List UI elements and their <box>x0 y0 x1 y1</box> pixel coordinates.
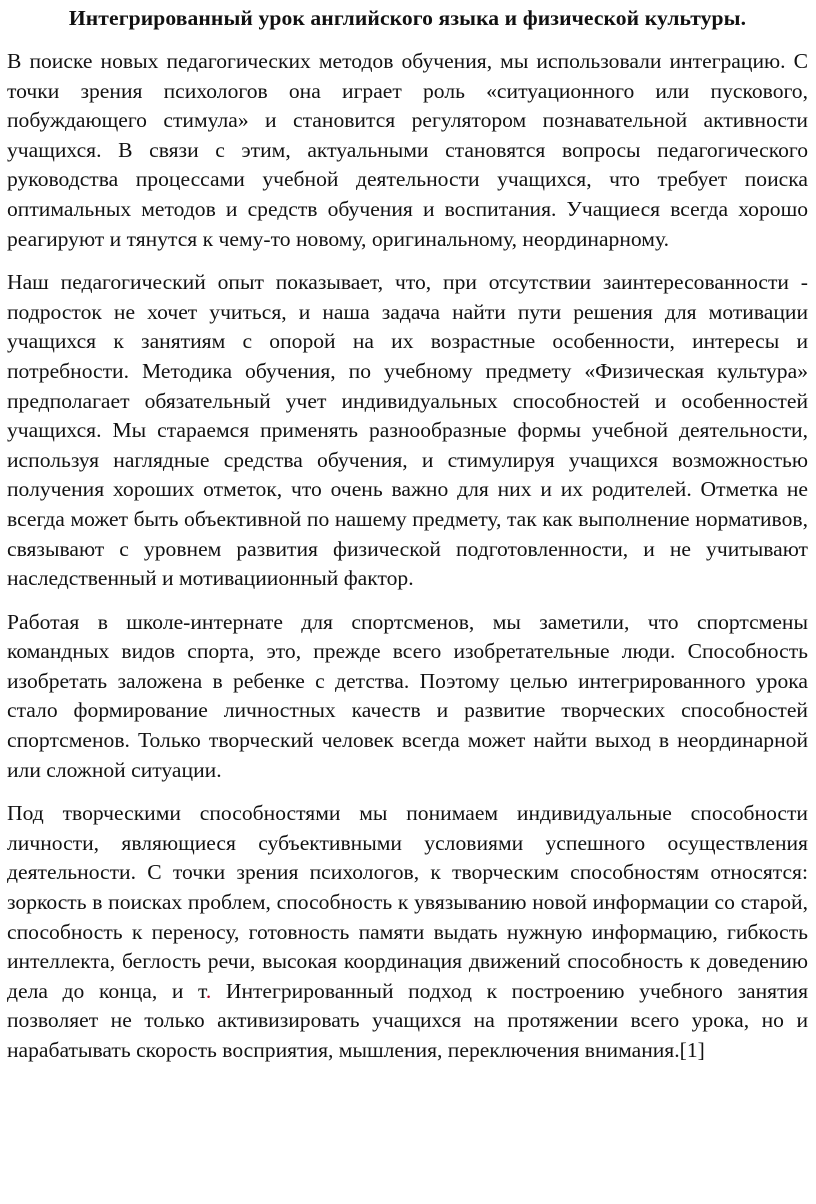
paragraph-4-text-end: Интегрированный подход к построению учебного занятия позволяет не только активизировать учащихся на протяжении всего урока, но и нарабатывать скорость восприятия, мышления, переключения внимания.[1] <box>7 978 808 1062</box>
paragraph-1: В поиске новых педагогических методов обучения, мы использовали интеграцию. С точки зрения психологов она играет роль «ситуационного или пускового, побуждающего стимула» и становится регулятором познавательной активности учащихся. В связи с этим, актуальными становятся вопросы педагогического руководства процессами учебной деятельности учащихся, что требует поиска оптимальных методов и средств обучения и воспитания. Учащиеся всегда хорошо реагируют и тянутся к чему-то новому, оригинальному, неординарному. <box>7 49 808 251</box>
paragraph-2: Наш педагогический опыт показывает, что, при отсутствии заинтересованности - подросток не хочет учиться, и наша задача найти пути решения для мотивации учащихся к занятиям с опорой на их возрастные особенности, интересы и потребности. Методика обучения, по учебному предмету «Физическая культура» предполагает обязательный учет индивидуальных способностей и особенностей учащихся. Мы стараемся применять разнообразные формы учебной деятельности, используя наглядные средства обучения, и стимулируя учащихся возможностью получения хороших отметок, что очень важно для них и их родителей. Отметка не всегда может быть объективной по нашему предмету, так как выполнение нормативов, связывают с уровнем развития физической подготовленности, и не учитывают наследственный и мотивациионный фактор. <box>7 270 808 591</box>
red-period-mark: . <box>205 978 212 1003</box>
paragraph-4-text-start: Под творческими способностями мы понимаем индивидуальные способности личности, являющиеся субъективными условиями успешного осуществления деятельности. С точки зрения психологов, к творческим способностям относятся: зоркость в поисках проблем, способность к увязыванию новой информации со старой, способность к переносу, готовность памяти выдать нужную информацию, гибкость интеллекта, беглость речи, высокая координация движений способность к доведению дела до конца, и т <box>7 801 808 1003</box>
document-title: Интегрированный урок английского языка и физической культуры. <box>68 6 747 30</box>
paragraph-4 <box>7 799 808 1065</box>
paragraph-3: Работая в школе-интернате для спортсменов, мы заметили, что спортсмены командных видов спорта, это, прежде всего изобретательные люди. Способность изобретать заложена в ребенке с детства. Поэтому целью интегрированного урока стало формирование личностных качеств и развитие творческих способностей спортсменов. Только творческий человек всегда может найти выход в неординарной или сложной ситуации. <box>7 609 808 782</box>
